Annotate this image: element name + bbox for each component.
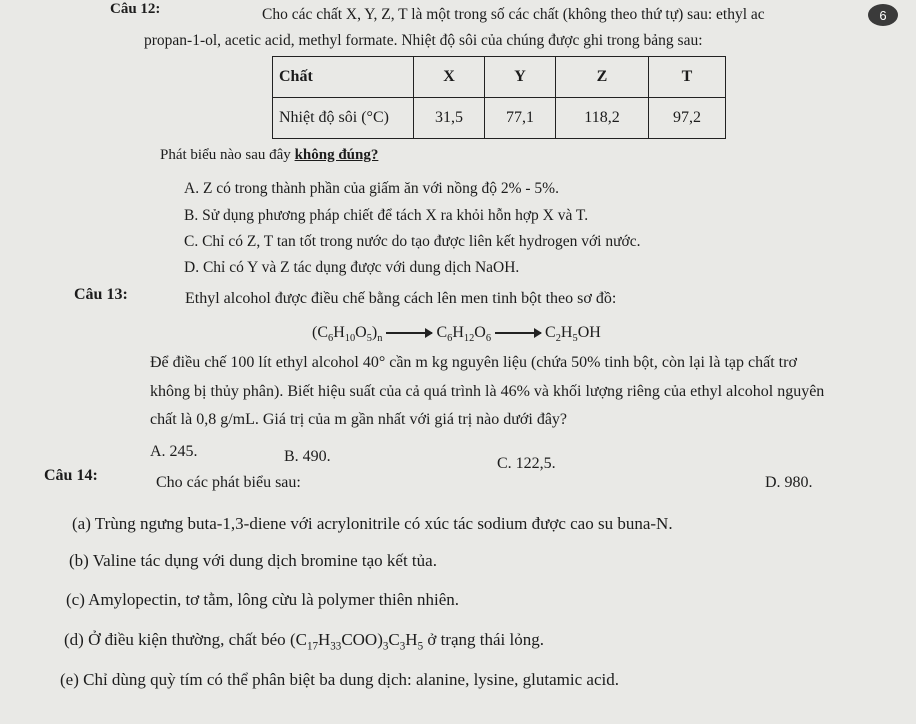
question-12-label: Câu 12: bbox=[110, 1, 161, 17]
question-13-label: Câu 13: bbox=[74, 286, 128, 303]
boiling-point-table bbox=[272, 56, 726, 139]
reaction-arrow bbox=[495, 332, 541, 334]
table-cell: 31,5 bbox=[414, 98, 485, 139]
table-header-cell: T bbox=[649, 57, 726, 98]
starch-formula: $(C_6H_{10}O_5)_n$ bbox=[312, 324, 383, 345]
table-header-row bbox=[273, 57, 726, 98]
question-14-text: Cho các phát biểu sau: bbox=[156, 474, 301, 491]
q12-option-d: D. Chỉ có Y và Z tác dụng được với dung dịch NaOH. bbox=[184, 259, 520, 276]
q14-statement-a: (a) Trùng ngưng buta-1,3-diene với acrylonitrile có xúc tác sodium được cao su buna-N. bbox=[72, 514, 673, 533]
q14-statement-b: (b) Valine tác dụng với dung dịch bromine tạo kết tủa. bbox=[69, 551, 437, 570]
q12-option-a: A. Z có trong thành phần của giấm ăn với nồng độ 2% - 5%. bbox=[184, 180, 559, 197]
q13-option-d: D. 980. bbox=[765, 474, 813, 491]
q13-option-a: A. 245. bbox=[150, 443, 198, 460]
question-13-text: Ethyl alcohol được điều chế bằng cách lên men tinh bột theo sơ đồ: bbox=[185, 290, 617, 307]
ethanol-formula: $C_2H_5OH$ bbox=[545, 324, 601, 345]
question-13-para-line1: Để điều chế 100 lít ethyl alcohol 40° cần m kg nguyên liệu (chứa 50% tinh bột, còn lại là tạp chất trơ bbox=[150, 354, 797, 371]
glucose-formula: $C_6H_{12}O_6$ bbox=[436, 324, 492, 345]
q13-option-b: B. 490. bbox=[284, 448, 331, 465]
table-header-cell: Chất bbox=[273, 57, 414, 98]
prompt-emphasis: không đúng? bbox=[294, 147, 379, 163]
table-cell: 97,2 bbox=[649, 98, 726, 139]
statement-d-text-post: ở trạng thái lỏng. bbox=[423, 630, 544, 649]
q14-statement-d bbox=[64, 630, 544, 652]
page-badge: 6 bbox=[868, 4, 898, 26]
table-cell: 118,2 bbox=[556, 98, 649, 139]
fermentation-scheme bbox=[312, 324, 601, 344]
q12-option-b: B. Sử dụng phương pháp chiết để tách X ra khỏi hỗn hợp X và T. bbox=[184, 207, 589, 224]
q12-option-c: C. Chỉ có Z, T tan tốt trong nước do tạo được liên kết hydrogen với nước. bbox=[184, 233, 641, 250]
triolein-formula: $(C_{17}H_{33}COO)_3C_3H_5$ bbox=[289, 630, 424, 653]
question-13-para-line2: không bị thủy phân). Biết hiệu suất của cả quá trình là 46% và khối lượng riêng của ethyl alcohol nguyên bbox=[150, 383, 825, 400]
table-header-cell: Y bbox=[485, 57, 556, 98]
question-12-text-line2: propan-1-ol, acetic acid, methyl formate. Nhiệt độ sôi của chúng được ghi trong bảng sau: bbox=[144, 32, 703, 49]
question-12-text-line1: Cho các chất X, Y, Z, T là một trong số các chất (không theo thứ tự) sau: ethyl ac bbox=[262, 6, 765, 23]
q13-option-c: C. 122,5. bbox=[497, 455, 556, 472]
q14-statement-e: (e) Chỉ dùng quỳ tím có thể phân biệt ba dung dịch: alanine, lysine, glutamic acid. bbox=[60, 670, 619, 689]
question-12-prompt bbox=[160, 147, 378, 164]
table-header-cell: X bbox=[414, 57, 485, 98]
question-13-para-line3: chất là 0,8 g/mL. Giá trị của m gần nhất với giá trị nào dưới đây? bbox=[150, 411, 568, 428]
table-cell: Nhiệt độ sôi (°C) bbox=[273, 98, 414, 139]
question-14-label: Câu 14: bbox=[44, 467, 98, 484]
reaction-arrow bbox=[386, 332, 432, 334]
q14-statement-c: (c) Amylopectin, tơ tằm, lông cừu là polymer thiên nhiên. bbox=[66, 590, 460, 609]
table-header-cell: Z bbox=[556, 57, 649, 98]
table-cell: 77,1 bbox=[485, 98, 556, 139]
prompt-text: Phát biểu nào sau đây bbox=[160, 147, 295, 163]
statement-d-text-pre: (d) Ở điều kiện thường, chất béo bbox=[64, 630, 290, 649]
table-row bbox=[273, 98, 726, 139]
